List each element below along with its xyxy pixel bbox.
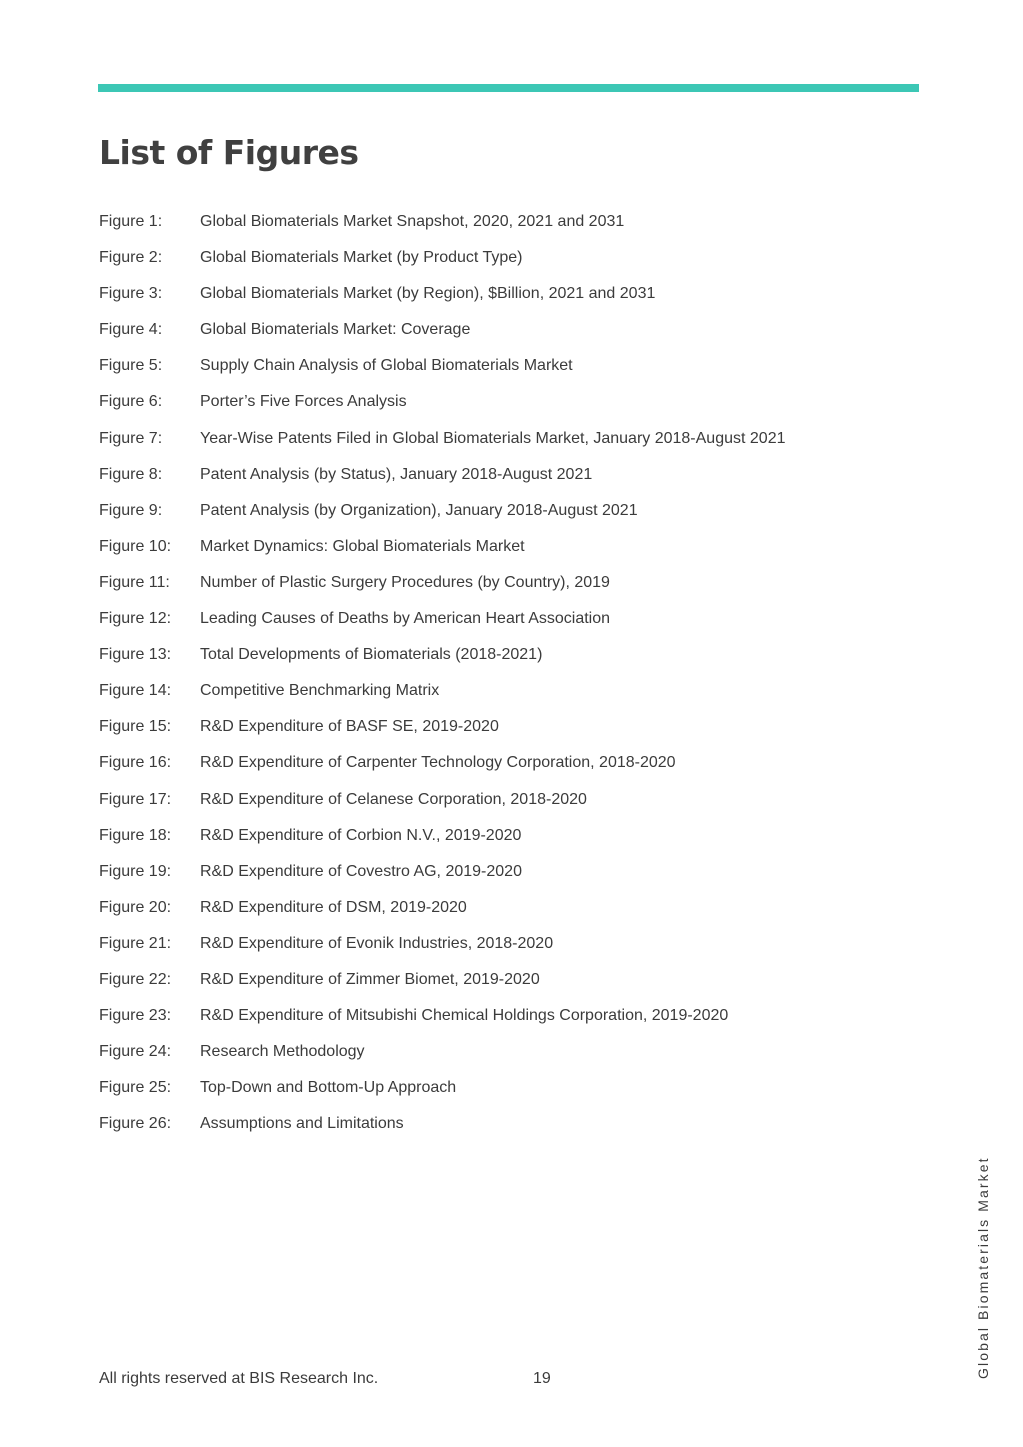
footer-copyright: All rights reserved at BIS Research Inc. — [99, 1370, 379, 1387]
figure-number: Figure 6: — [99, 393, 163, 411]
figure-number: Figure 4: — [99, 321, 163, 339]
list-item[interactable] — [99, 464, 899, 500]
figure-number: Figure 18: — [99, 826, 172, 844]
figure-title: Global Biomaterials Market (by Region), $Billion, 2021 and 2031 — [200, 285, 656, 303]
figure-number: Figure 8: — [99, 465, 163, 483]
figure-number: Figure 7: — [99, 429, 163, 447]
figure-number: Figure 10: — [99, 537, 172, 555]
figure-number: Figure 16: — [99, 754, 172, 772]
list-item[interactable] — [99, 1005, 899, 1041]
figure-title: Leading Causes of Deaths by American Heart Association — [200, 610, 611, 628]
figure-title: Global Biomaterials Market Snapshot, 2020, 2021 and 2031 — [200, 213, 625, 230]
list-item[interactable] — [99, 500, 899, 536]
figure-title: Year-Wise Patents Filed in Global Biomaterials Market, January 2018-August 2021 — [200, 429, 786, 447]
figure-number: Figure 23: — [99, 1007, 172, 1025]
figure-number: Figure 25: — [99, 1079, 172, 1097]
figure-number: Figure 11: — [99, 573, 170, 591]
list-item[interactable] — [99, 644, 899, 680]
figure-number: Figure 2: — [99, 249, 163, 267]
figure-number: Figure 1: — [99, 213, 163, 230]
figure-list — [99, 211, 899, 1149]
page-title: List of Figures — [99, 133, 359, 172]
page-number: 19 — [533, 1370, 551, 1387]
figure-number: Figure 22: — [99, 970, 172, 988]
figure-title: R&D Expenditure of Carpenter Technology Corporation, 2018-2020 — [200, 754, 676, 772]
list-item[interactable] — [99, 319, 899, 355]
figure-title: Global Biomaterials Market: Coverage — [200, 321, 471, 339]
figure-title: Porter’s Five Forces Analysis — [200, 393, 407, 411]
list-item[interactable] — [99, 933, 899, 969]
figure-title: R&D Expenditure of Corbion N.V., 2019-2020 — [200, 826, 522, 844]
list-item[interactable] — [99, 608, 899, 644]
list-item[interactable] — [99, 1041, 899, 1077]
figure-title: R&D Expenditure of Zimmer Biomet, 2019-2020 — [200, 970, 540, 988]
figure-number: Figure 13: — [99, 646, 172, 664]
list-item[interactable] — [99, 1077, 899, 1113]
figure-title: R&D Expenditure of BASF SE, 2019-2020 — [200, 718, 499, 736]
figure-title: R&D Expenditure of DSM, 2019-2020 — [200, 898, 467, 916]
figure-title: Number of Plastic Surgery Procedures (by Country), 2019 — [200, 573, 610, 591]
figure-title: Supply Chain Analysis of Global Biomaterials Market — [200, 357, 573, 375]
list-item[interactable] — [99, 716, 899, 752]
figure-number: Figure 5: — [99, 357, 163, 375]
list-item[interactable] — [99, 1113, 899, 1149]
list-item[interactable] — [99, 536, 899, 572]
figure-title: R&D Expenditure of Covestro AG, 2019-2020 — [200, 862, 522, 880]
figure-title: R&D Expenditure of Celanese Corporation, 2018-2020 — [200, 790, 587, 808]
figure-title: Total Developments of Biomaterials (2018-2021) — [200, 646, 543, 664]
figure-number: Figure 3: — [99, 285, 163, 303]
list-item[interactable] — [99, 752, 899, 788]
list-item[interactable] — [99, 789, 899, 825]
figure-number: Figure 14: — [99, 682, 172, 700]
figure-number: Figure 17: — [99, 790, 172, 808]
side-running-title: Global Biomaterials Market — [975, 1156, 991, 1379]
figure-title: Assumptions and Limitations — [200, 1115, 404, 1133]
list-item[interactable] — [99, 283, 899, 319]
list-item[interactable] — [99, 391, 899, 427]
list-item[interactable] — [99, 247, 899, 283]
list-item[interactable] — [99, 969, 899, 1005]
list-item[interactable] — [99, 355, 899, 391]
figure-number: Figure 15: — [99, 718, 172, 736]
figure-title: R&D Expenditure of Mitsubishi Chemical Holdings Corporation, 2019-2020 — [200, 1007, 729, 1025]
figure-number: Figure 19: — [99, 862, 172, 880]
list-item[interactable] — [99, 572, 899, 608]
figure-title: Competitive Benchmarking Matrix — [200, 682, 440, 700]
list-item[interactable] — [99, 861, 899, 897]
header-accent-rule — [98, 84, 919, 92]
figure-number: Figure 9: — [99, 501, 163, 519]
figure-title: R&D Expenditure of Evonik Industries, 2018-2020 — [200, 934, 554, 952]
figure-title: Top-Down and Bottom-Up Approach — [200, 1079, 457, 1097]
list-item[interactable] — [99, 428, 899, 464]
figure-title: Patent Analysis (by Status), January 2018-August 2021 — [200, 465, 593, 483]
figure-number: Figure 21: — [99, 934, 172, 952]
list-item[interactable] — [99, 897, 899, 933]
figure-title: Research Methodology — [200, 1043, 365, 1061]
list-item[interactable] — [99, 825, 899, 861]
figure-number: Figure 24: — [99, 1043, 172, 1061]
figure-number: Figure 26: — [99, 1115, 172, 1133]
figure-number: Figure 12: — [99, 610, 172, 628]
list-item[interactable] — [99, 211, 899, 247]
figure-title: Global Biomaterials Market (by Product Type) — [200, 249, 523, 267]
figure-title: Market Dynamics: Global Biomaterials Market — [200, 537, 525, 555]
figure-number: Figure 20: — [99, 898, 172, 916]
figure-title: Patent Analysis (by Organization), January 2018-August 2021 — [200, 501, 638, 519]
list-item[interactable] — [99, 680, 899, 716]
